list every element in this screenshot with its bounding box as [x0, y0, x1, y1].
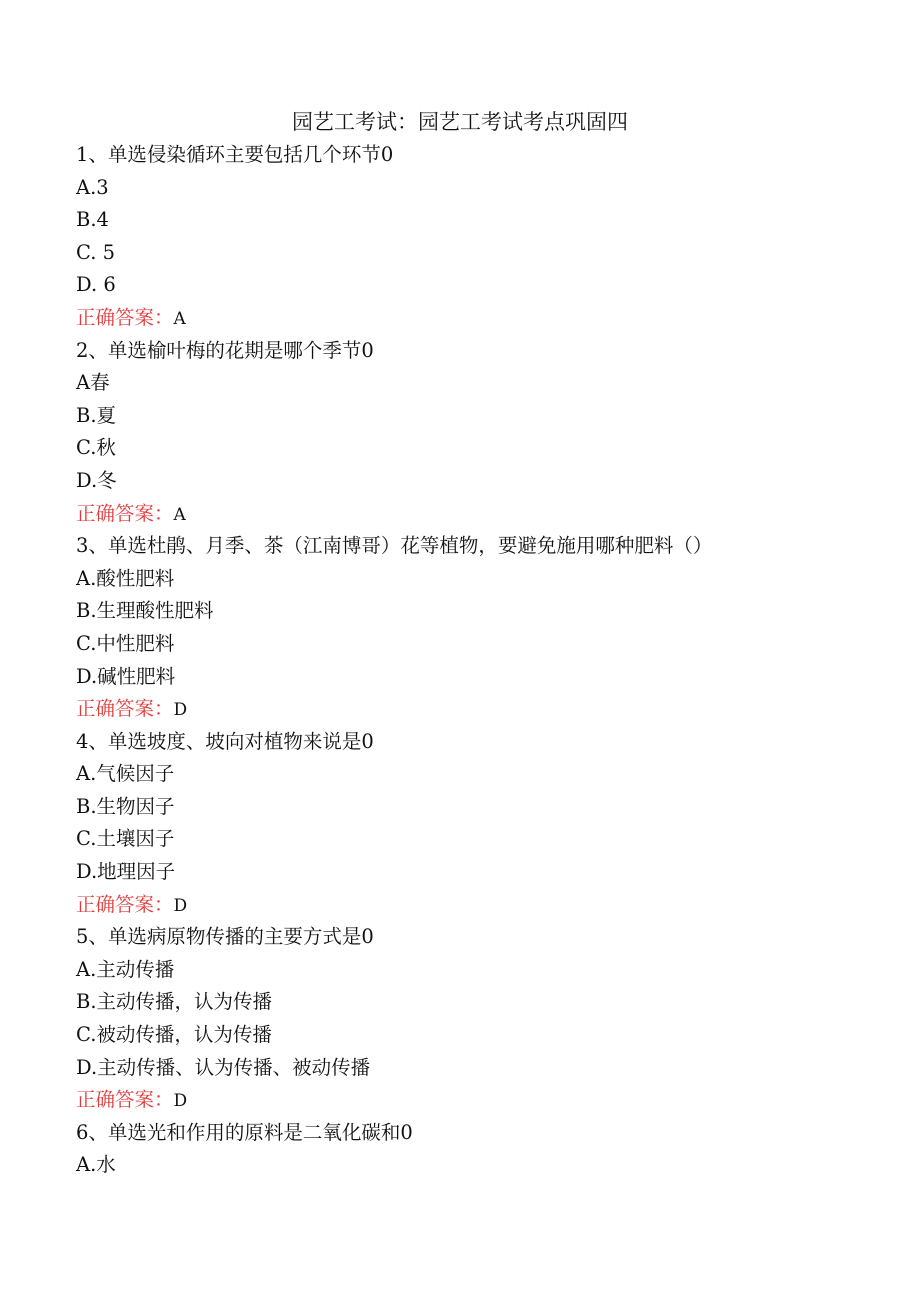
question-stem: 6、单选光和作用的原料是二氧化碳和0 — [76, 1120, 413, 1144]
option-item: C. 5 — [76, 240, 116, 264]
option-item: D.主动传播、认为传播、被动传播 — [76, 1055, 371, 1079]
option-item: D. 6 — [76, 273, 116, 297]
option-item: A.酸性肥料 — [76, 566, 175, 590]
option-item: A春 — [76, 371, 110, 395]
answer-value: A — [173, 308, 186, 329]
page-title: 园艺工考试：园艺工考试考点巩固四 — [292, 110, 628, 134]
answer-label: 正确答案： — [76, 305, 174, 329]
option-item: A.3 — [76, 175, 109, 199]
answer-label: 正确答案： — [76, 1088, 174, 1112]
option-item: B.4 — [76, 208, 109, 232]
answer-line — [76, 302, 896, 335]
option-item: B.夏 — [76, 403, 117, 427]
option-item: D.碱性肥料 — [76, 664, 176, 688]
answer-line — [76, 1084, 896, 1117]
option-item: D.地理因子 — [76, 860, 176, 884]
option-item: C.被动传播，认为传播 — [76, 1023, 272, 1047]
answer-line — [76, 889, 896, 922]
option-item: B.生物因子 — [76, 794, 175, 818]
option-item: C.土壤因子 — [76, 827, 175, 851]
option-item: B.生理酸性肥料 — [76, 599, 214, 623]
answer-label: 正确答案： — [76, 892, 174, 916]
answer-value: D — [173, 1091, 188, 1112]
answer-line — [76, 498, 896, 531]
option-item: B.主动传播，认为传播 — [76, 990, 273, 1014]
question-stem: 1、单选侵染循环主要包括几个环节0 — [76, 143, 394, 166]
option-item: A.水 — [76, 1153, 116, 1177]
answer-label: 正确答案： — [76, 697, 174, 721]
question-stem: 3、单选杜鹃、月季、茶（江南博哥）花等植物，要避免施用哪种肥料（） — [76, 534, 713, 558]
question-stem: 5、单选病原物传播的主要方式是0 — [76, 925, 374, 949]
answer-value: D — [173, 895, 188, 916]
option-item: C.中性肥料 — [76, 631, 175, 655]
question-stem: 4、单选坡度、坡向对植物来说是0 — [76, 729, 374, 753]
answer-label: 正确答案： — [76, 501, 174, 525]
question-list — [76, 139, 896, 1182]
option-item: D.冬 — [76, 468, 117, 492]
answer-line — [76, 693, 896, 726]
question-stem: 2、单选榆叶梅的花期是哪个季节0 — [76, 338, 374, 362]
option-item: A.气候因子 — [76, 762, 175, 786]
option-item: C.秋 — [76, 436, 116, 460]
answer-value: D — [173, 700, 188, 721]
option-item: A.主动传播 — [76, 957, 175, 981]
answer-value: A — [173, 504, 186, 525]
